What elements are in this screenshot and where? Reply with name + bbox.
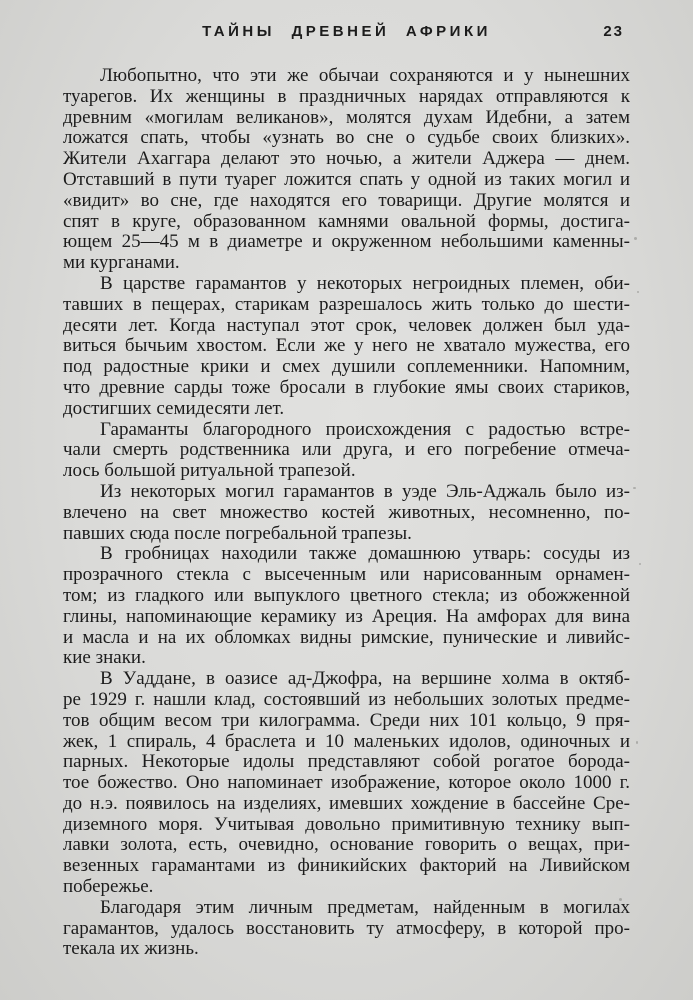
text-line: десяти лет. Когда наступал этот срок, человек должен был уда- (63, 314, 630, 336)
text-line: тов общим весом три килограмма. Среди них 101 кольцо, 9 пря- (63, 709, 630, 731)
paragraph (63, 669, 630, 898)
text-line: чали смерть родственника или друга, и его погребение отмеча- (63, 439, 630, 461)
text-line: «видит» во сне, где находятся его товарищи. Другие молятся и (63, 189, 630, 211)
text-line: Отставший в пути туарег ложится спать у одной из таких могил и (63, 168, 630, 190)
text-line: лось большой ритуальной трапезой. (63, 460, 356, 482)
text-line: лавки золота, есть, очевидно, основание говорить о вещах, при- (63, 834, 630, 856)
text-line: побережье. (63, 876, 154, 898)
text-line: В царстве гарамантов у некоторых негроидных племен, оби- (100, 272, 630, 294)
text-line: спят в круге, образованном камнями овальной формы, достига- (63, 210, 630, 232)
text-line: ложатся спать, чтобы «узнать во сне о судьбе своих близких». (63, 127, 630, 149)
paragraph (63, 482, 630, 544)
text-line: глины, напоминающие керамику из Ареция. На амфорах для вина (63, 605, 630, 627)
text-line: и масла и на их обломках видны римские, пунические и ливийс- (63, 626, 630, 648)
text-line: ми курганами. (63, 252, 180, 274)
paragraph (63, 274, 630, 420)
scan-speck (634, 237, 637, 240)
scan-speck (636, 741, 638, 744)
paragraph (63, 66, 630, 274)
page-number: 23 (603, 23, 624, 40)
text-line: Гараманты благородного происхождения с радостью встре- (100, 418, 630, 440)
text-line: гарамантов, удалось восстановить ту атмосферу, в которой про- (63, 917, 630, 939)
page-header (63, 23, 630, 45)
text-line: Из некоторых могил гарамантов в уэде Эль-Аджаль было из- (100, 480, 630, 502)
text-line: достигших семидесяти лет. (63, 397, 285, 419)
text-line: под радостные крики и смех душили соплеменники. Напомним, (63, 356, 630, 378)
text-line: прозрачного стекла с высеченным или нарисованным орнамен- (63, 564, 630, 586)
text-line: ющем 25—45 м в диаметре и окруженном небольшими каменны- (63, 231, 630, 253)
text-line: диземного моря. Учитывая довольно примитивную технику вып- (63, 813, 630, 835)
text-line: жек, 1 спираль, 4 браслета и 10 маленьких идолов, одиночных и (63, 730, 630, 752)
text-line: везенных гарамантами из финикийских факторий на Ливийском (63, 855, 630, 877)
text-line: парных. Некоторые идолы представляют собой рогатое борода- (63, 751, 630, 773)
text-line: В Уаддане, в оазисе ад-Джофра, на вершине холма в октяб- (100, 668, 630, 690)
text-line: древним «могилам великанов», молятся духам Идебни, а затем (63, 106, 630, 128)
scan-speck (633, 487, 636, 489)
scan-speck (637, 291, 639, 293)
paragraph (63, 420, 630, 482)
text-line: влечено на свет множество костей животных, несомненно, по- (63, 501, 630, 523)
text-line: что древние сарды тоже бросали в глубокие ямы своих стариков, (63, 376, 630, 398)
paragraph (63, 544, 630, 669)
running-title: ТАЙНЫ ДРЕВНЕЙ АФРИКИ (202, 23, 491, 40)
text-line: тавших в пещерах, старикам разрешалось жить только до шести- (63, 293, 630, 315)
scan-speck (619, 898, 622, 901)
text-line: В гробницах находили также домашнюю утварь: сосуды из (100, 543, 630, 565)
text-line: текала их жизнь. (63, 938, 199, 960)
paragraph (63, 898, 630, 960)
text-line: до н.э. появилось на изделиях, имевших хождение в бассейне Сре- (63, 792, 630, 814)
text-line: тое божество. Оно напоминает изображение, которое около 1000 г. (63, 772, 630, 794)
scan-speck (639, 563, 641, 565)
text-line: павших сюда после погребальной трапезы. (63, 522, 412, 544)
text-line: ре 1929 г. нашли клад, состоявший из небольших золотых предме- (63, 688, 630, 710)
text-line: виться бычьим хвостом. Если же у него не хватало мужества, его (63, 335, 630, 357)
text-line: туарегов. Их женщины в праздничных нарядах отправляются к (63, 85, 630, 107)
text-line: Благодаря этим личным предметам, найденным в могилах (100, 896, 630, 918)
text-line: Жители Ахаггара делают это ночью, а жители Аджера — днем. (63, 148, 630, 170)
text-line: кие знаки. (63, 647, 146, 669)
text-line: Любопытно, что эти же обычаи сохраняются и у нынешних (100, 65, 630, 86)
text-line: том; из гладкого или выпуклого цветного стекла; из обожженной (63, 584, 630, 606)
page-body (63, 66, 630, 960)
